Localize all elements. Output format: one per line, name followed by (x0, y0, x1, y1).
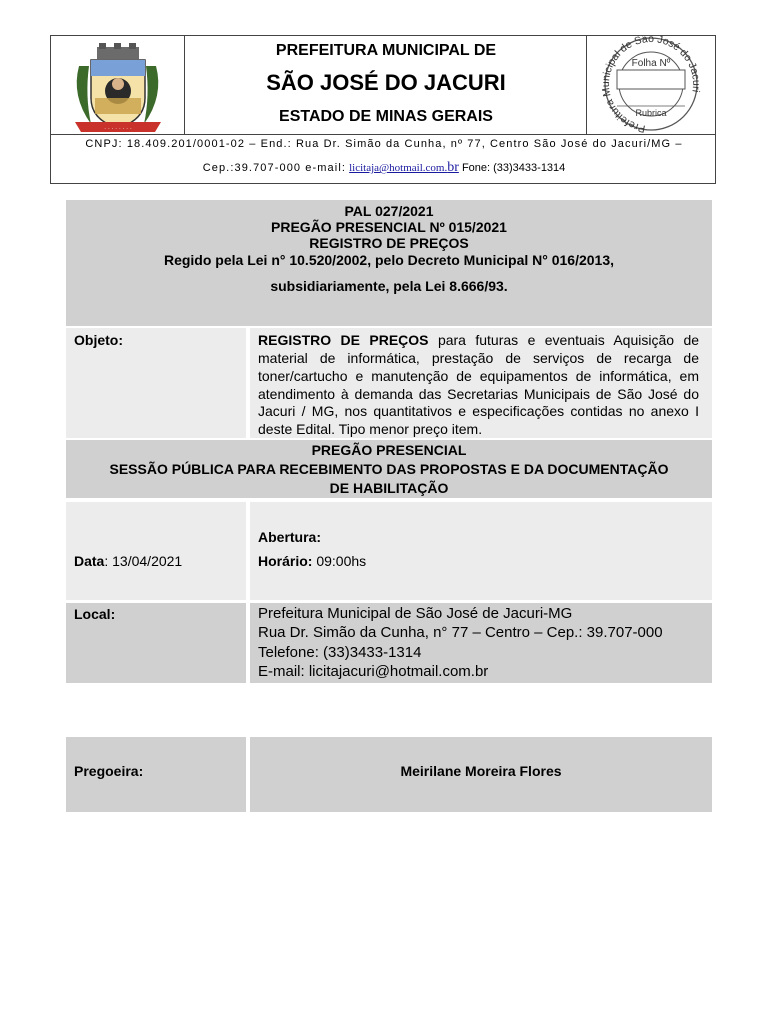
local-line-2: Rua Dr. Simão da Cunha, n° 77 – Centro – Cep.: 39.707-000 (258, 624, 663, 641)
session-date: Data: 13/04/2021 (74, 553, 183, 569)
abertura-label: Abertura: (258, 529, 322, 545)
local-email: E-mail: licitajacuri@hotmail.com.br (258, 663, 489, 680)
local-line-3: Telefone: (33)3433-1314 (258, 644, 422, 661)
protocol-stamp-cell (586, 36, 715, 134)
svg-text:· · · · · · · ·: · · · · · · · · (104, 126, 132, 132)
sessao-line-1: PREGÃO PRESENCIAL (311, 442, 467, 458)
objeto-label: Objeto: (74, 332, 123, 348)
coat-of-arms-cell (51, 36, 185, 134)
email-link[interactable]: licitaja@hotmail.com. (349, 162, 448, 174)
sessao-line-2: SESSÃO PÚBLICA PARA RECEBIMENTO DAS PROPOSTAS E DA DOCUMENTAÇÃO (109, 461, 669, 477)
objeto-line-1: REGISTRO DE PREÇOS para futuras e eventuais Aquisição de (258, 332, 700, 348)
objeto-line-6: deste Edital. Tipo menor preço item. (258, 421, 483, 437)
cep-label: Cep.:39.707-000 e-mail: (202, 162, 347, 174)
coat-of-arms-icon (51, 36, 184, 134)
pregao-number: PREGÃO PRESENCIAL Nº 015/2021 (271, 219, 507, 235)
objeto-lead: REGISTRO DE PREÇOS (258, 332, 429, 348)
registro-precos: REGISTRO DE PREÇOS (309, 235, 469, 251)
session-time: Horário: 09:00hs (258, 553, 367, 569)
objeto-line-3: toner/cartucho e manutenção de equipamentos de informática, em (258, 368, 699, 384)
data-label-cell (66, 502, 246, 600)
cep-contact-line (54, 160, 714, 176)
local-label: Local: (74, 606, 116, 622)
sessao-line-3: DE HABILITAÇÃO (329, 480, 449, 496)
legal-basis: Regido pela Lei n° 10.520/2002, pelo Decreto Municipal N° 016/2013, (163, 252, 615, 268)
protocol-stamp-icon (587, 36, 715, 134)
pal-number: PAL 027/2021 (344, 203, 434, 219)
local-line-1: Prefeitura Municipal de São José de Jacuri-MG (258, 605, 573, 622)
pregoeira-label: Pregoeira: (74, 763, 144, 779)
svg-text:Rubrica: Rubrica (635, 108, 667, 118)
objeto-line-2: material de informática, prestação de serviços de recarga de (258, 350, 699, 366)
objeto-line-4: atendimento à demanda das Secretarias Municipais de São José do (258, 386, 699, 402)
objeto-line-5: Jacuri / MG, nos quantitativos e especificações contidas no anexo I (258, 403, 699, 419)
header-line-1: PREFEITURA MUNICIPAL DE (275, 42, 497, 59)
phone: Fone: (33)3433-1314 (461, 162, 566, 174)
pregoeira-name: Meirilane Moreira Flores (400, 763, 562, 779)
header-divider (51, 134, 715, 135)
state-name: ESTADO DE MINAS GERAIS (279, 108, 493, 125)
svg-text:Prefeitura Municipal de São Jo: Prefeitura Municipal de São José do Jacuri (600, 36, 703, 134)
abertura-cell (250, 502, 712, 600)
email-tld[interactable]: br (447, 160, 459, 175)
municipality-name: SÃO JOSÉ DO JACURI (266, 70, 506, 95)
svg-text:Folha Nº: Folha Nº (631, 58, 671, 69)
legal-basis-cont: subsidiariamente, pela Lei 8.666/93. (270, 278, 508, 294)
cnpj-address-line: CNPJ: 18.409.201/0001-02 – End.: Rua Dr. Simão da Cunha, nº 77, Centro São José do Jacuri/MG – (85, 138, 683, 150)
